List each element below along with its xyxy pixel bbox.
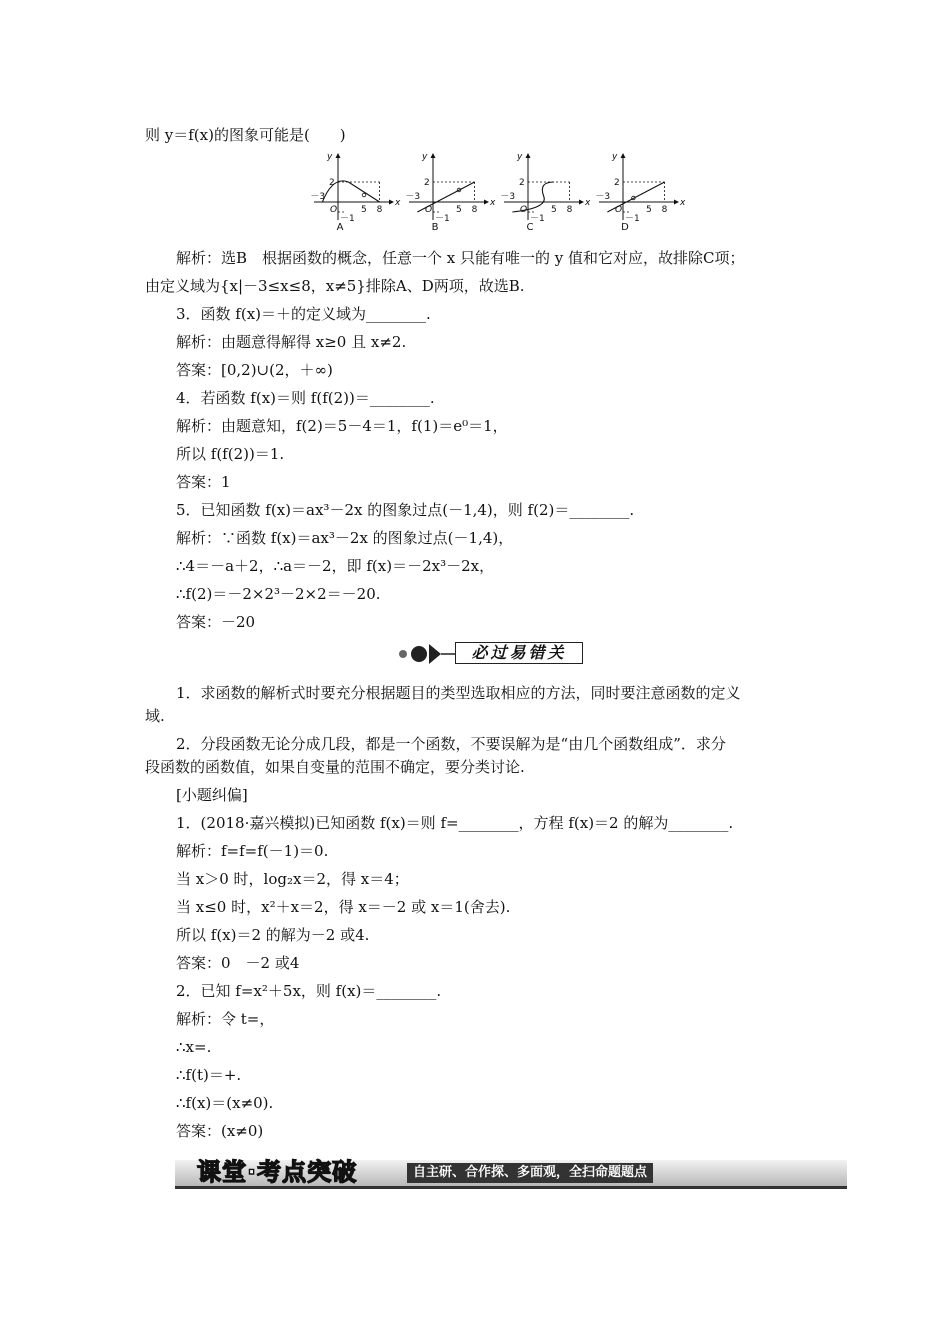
tick-2-label: 2 (329, 178, 335, 188)
y-axis-arrow (621, 153, 626, 158)
answer-line: 答案：(x≠0) (176, 1122, 264, 1140)
tick-neg1-label: －1 (530, 214, 545, 224)
tick-8-label: 8 (661, 205, 668, 215)
note-line: 2．分段函数无论分成几段，都是一个函数，不要误解为是“由几个函数组成”．求分 (176, 735, 726, 753)
y-axis-label: y (517, 152, 523, 162)
x-axis-label: x (680, 198, 686, 208)
question-3: 3．函数 f(x)＝＋的定义域为________. (176, 305, 431, 323)
x-axis-label: x (585, 198, 591, 208)
solution-line: 解析：选B 根据函数的概念，任意一个 x 只能有唯一的 y 值和它对应，故排除C项； (176, 249, 745, 267)
graph-option-label: D (621, 222, 629, 233)
x-axis-label: x (490, 198, 496, 208)
section-banner (395, 640, 595, 668)
graph-option-label: A (336, 222, 344, 233)
y-axis-label: y (327, 152, 333, 162)
tick-8-label: 8 (471, 205, 478, 215)
x-axis-label: x (395, 198, 401, 208)
answer-line: 答案：0 －2 或4 (176, 954, 300, 972)
open-point (362, 193, 366, 197)
answer-line: 答案：[0,2)∪(2，＋∞) (176, 361, 333, 379)
bottom-banner (175, 1155, 850, 1191)
solution-line: ∴4＝－a＋2，∴a＝－2，即 f(x)＝－2x³－2x， (176, 557, 495, 575)
solution-line: 解析：f=f=f(－1)＝0. (176, 842, 329, 860)
solution-line: 所以 f(x)＝2 的解为－2 或4. (176, 926, 370, 944)
solution-line: ∴x=. (176, 1038, 212, 1056)
solution-line: ∴f(t)＝+. (176, 1066, 242, 1084)
x-axis-arrow (484, 200, 489, 205)
y-axis-arrow (526, 153, 531, 158)
tick-neg3-label: －3 (500, 192, 516, 202)
solution-line: ∴f(x)＝(x≠0). (176, 1094, 274, 1112)
question-stem: 则 y＝f(x)的图象可能是( ) (145, 126, 346, 144)
origin-label: O (330, 205, 338, 215)
bottom-banner-title: 课堂·考点突破 (197, 1158, 358, 1186)
graph-option-b (405, 152, 496, 233)
tick-neg3-label: －3 (310, 192, 326, 202)
section-banner-title: 必过易错关 (455, 642, 583, 664)
note-line: 域. (145, 707, 165, 725)
exercise-2: 2．已知 f=x²＋5x，则 f(x)＝________. (176, 982, 442, 1000)
y-axis-arrow (336, 153, 341, 158)
tick-2-label: 2 (424, 178, 430, 188)
x-axis-arrow (389, 200, 394, 205)
tick-8-label: 8 (566, 205, 573, 215)
graph-option-c (500, 152, 591, 233)
solution-line: 解析：∵函数 f(x)＝ax³－2x 的图象过点(－1,4)， (176, 529, 514, 547)
bottom-banner-subtitle: 自主研、合作探、多面观，全扫命题题点 (407, 1163, 653, 1183)
origin-label: O (520, 205, 528, 215)
y-axis-label: y (422, 152, 428, 162)
note-line: 段函数的函数值，如果自变量的范围不确定，要分类讨论. (145, 758, 525, 776)
tick-neg3-label: －3 (405, 192, 421, 202)
tick-2-label: 2 (614, 178, 620, 188)
tick-neg1-label: －1 (625, 214, 640, 224)
tick-neg3-label: －3 (595, 192, 611, 202)
x-axis-arrow (579, 200, 584, 205)
x-axis-arrow (674, 200, 679, 205)
solution-line: 解析：由题意知，f(2)＝5－4＝1，f(1)＝e⁰＝1， (176, 417, 508, 435)
answer-line: 答案：1 (176, 473, 231, 491)
origin-label: O (425, 205, 433, 215)
note-line: 1．求函数的解析式时要充分根据题目的类型选取相应的方法，同时要注意函数的定义 (176, 684, 741, 702)
y-axis-label: y (612, 152, 618, 162)
answer-graphs (312, 150, 692, 232)
subsection-heading: [小题纠偏] (176, 786, 248, 804)
solution-line: 解析：令 t=， (176, 1010, 275, 1028)
question-4: 4．若函数 f(x)＝则 f(f(2))＝________. (176, 389, 435, 407)
solution-line: 由定义域为{x|－3≤x≤8，x≠5}排除A、D两项，故选B. (145, 277, 525, 295)
solution-line: 所以 f(f(2))＝1. (176, 445, 285, 463)
tick-5-label: 5 (456, 205, 462, 215)
solution-line: 当 x＞0 时，log₂x＝2，得 x＝4； (176, 870, 409, 888)
origin-label: O (615, 205, 623, 215)
graph-option-a (310, 152, 401, 233)
solution-line: ∴f(2)＝－2×2³－2×2＝－20. (176, 585, 381, 603)
exercise-1: 1．(2018·嘉兴模拟)已知函数 f(x)＝则 f=________，方程 f(x)＝2 的解为________. (176, 814, 734, 832)
solution-line: 当 x≤0 时，x²＋x＝2，得 x＝－2 或 x＝1(舍去). (176, 898, 511, 916)
tick-5-label: 5 (361, 205, 367, 215)
question-5: 5．已知函数 f(x)＝ax³－2x 的图象过点(－1,4)，则 f(2)＝________. (176, 501, 635, 519)
tick-5-label: 5 (646, 205, 652, 215)
answer-line: 答案：－20 (176, 613, 256, 631)
tick-neg1-label: －1 (340, 214, 355, 224)
tick-5-label: 5 (551, 205, 557, 215)
graph-options-svg (312, 150, 692, 232)
tick-neg1-label: －1 (435, 214, 450, 224)
tick-8-label: 8 (376, 205, 383, 215)
graph-option-label: B (431, 222, 439, 233)
solution-line: 解析：由题意得解得 x≥0 且 x≠2. (176, 333, 407, 351)
section-dots-icon (395, 640, 455, 668)
tick-2-label: 2 (519, 178, 525, 188)
graph-option-label: C (526, 222, 534, 233)
y-axis-arrow (431, 153, 436, 158)
graph-option-d (595, 152, 686, 233)
